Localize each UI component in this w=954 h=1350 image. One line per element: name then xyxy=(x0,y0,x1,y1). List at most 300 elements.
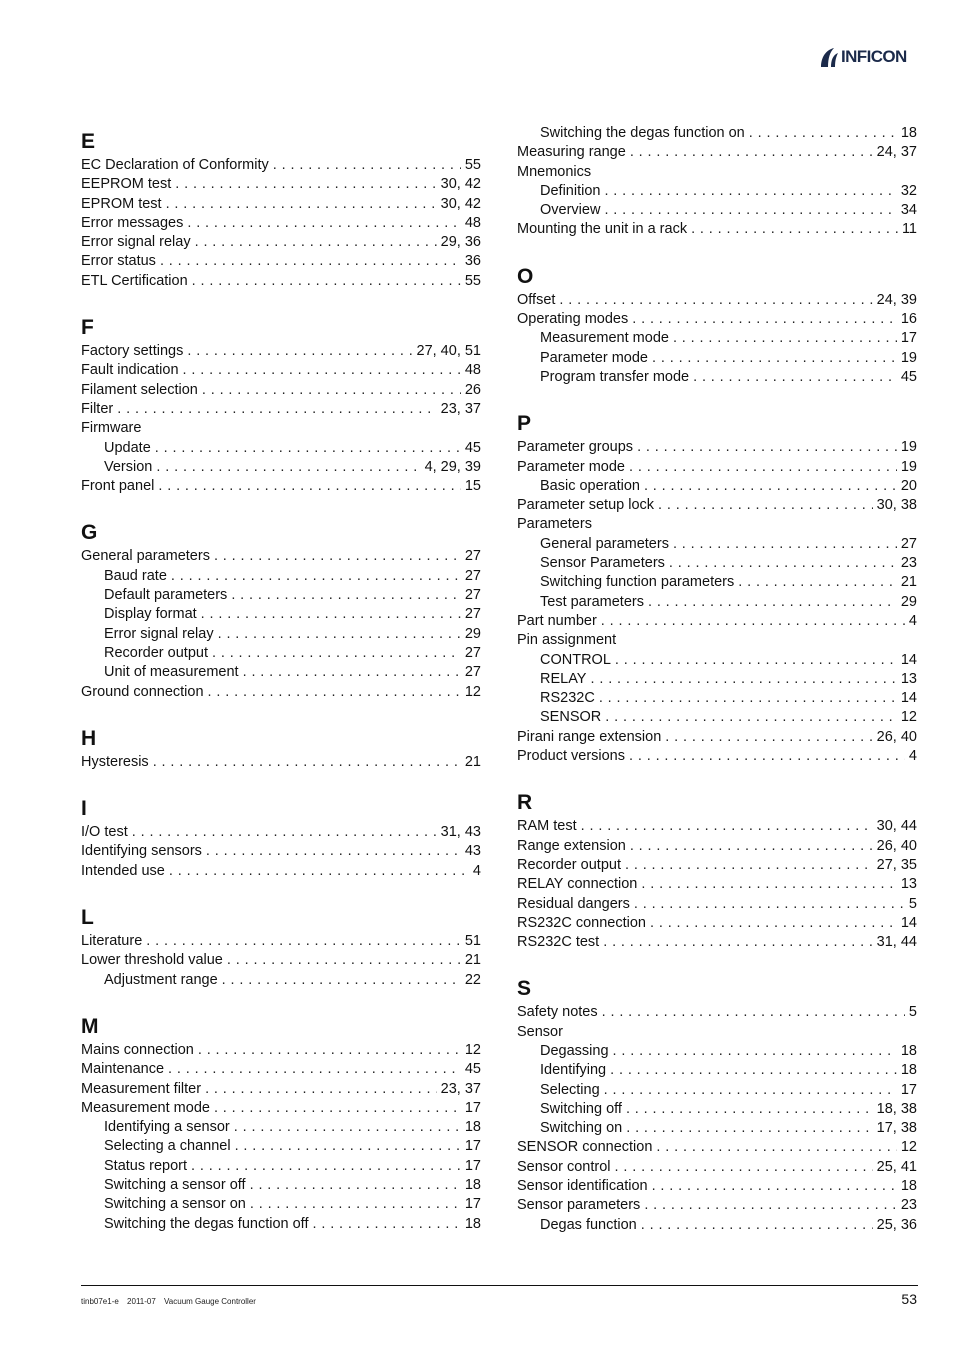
index-term: Safety notes xyxy=(517,1004,598,1021)
dot-leader xyxy=(626,1119,872,1138)
index-term: Maintenance xyxy=(81,1061,165,1078)
index-term: Baud rate xyxy=(104,567,167,584)
index-term: Switching a sensor on xyxy=(104,1196,246,1213)
index-term: Overview xyxy=(540,202,601,219)
dot-leader xyxy=(599,689,897,708)
index-entry xyxy=(81,214,481,233)
index-subentry xyxy=(517,349,917,368)
index-term: Identifying sensors xyxy=(81,843,202,860)
index-entry xyxy=(81,1099,481,1118)
section-gap xyxy=(517,387,917,406)
index-subentry xyxy=(81,625,481,644)
dot-leader xyxy=(641,1216,873,1235)
page-reference: 17 xyxy=(900,1081,917,1098)
index-subentry xyxy=(517,554,917,573)
index-entry xyxy=(517,438,917,457)
dot-leader xyxy=(171,567,461,586)
page-reference: 12 xyxy=(464,1041,481,1058)
page-reference: 19 xyxy=(900,458,917,475)
dot-leader xyxy=(175,175,436,194)
dot-leader xyxy=(191,1157,461,1176)
dot-leader xyxy=(634,895,905,914)
index-term: Sensor Parameters xyxy=(540,555,665,572)
page-reference: 5 xyxy=(908,895,917,912)
index-entry xyxy=(81,252,481,271)
index-letter-heading: R xyxy=(517,791,533,815)
index-subentry xyxy=(517,201,917,220)
index-entry xyxy=(517,728,917,747)
page-reference: 55 xyxy=(464,272,481,289)
index-term: Definition xyxy=(540,182,601,199)
page-reference: 13 xyxy=(900,876,917,893)
index-letter-heading: S xyxy=(517,977,532,1001)
page-reference: 21 xyxy=(900,574,917,591)
dot-leader xyxy=(648,593,897,612)
index-letter-heading: P xyxy=(517,412,532,436)
page-reference: 30, 42 xyxy=(440,195,481,212)
index-entry xyxy=(81,195,481,214)
index-subentry xyxy=(517,124,917,143)
index-entry xyxy=(81,477,481,496)
index-letter-heading: L xyxy=(81,906,94,930)
index-term: RELAY connection xyxy=(517,876,638,893)
index-term: I/O test xyxy=(81,824,128,841)
index-subentry xyxy=(517,1081,917,1100)
section-gap xyxy=(517,240,917,259)
index-subentry xyxy=(517,477,917,496)
dot-leader xyxy=(673,329,897,348)
dot-leader xyxy=(625,856,873,875)
index-term: Pirani range extension xyxy=(517,728,662,745)
index-term: Lower threshold value xyxy=(81,952,223,969)
index-subentry xyxy=(81,567,481,586)
page-reference: 51 xyxy=(464,933,481,950)
page-reference: 4 xyxy=(908,748,917,765)
index-term: Basic operation xyxy=(540,477,640,494)
footer-doc-id: tinb07e1-e xyxy=(81,1297,119,1306)
index-entry xyxy=(517,895,917,914)
dot-leader xyxy=(312,1215,460,1234)
index-term: Mains connection xyxy=(81,1041,194,1058)
index-term: Measuring range xyxy=(517,144,626,161)
index-letter-heading: F xyxy=(81,316,94,340)
index-entry xyxy=(81,400,481,419)
index-term: Unit of measurement xyxy=(104,664,239,681)
dot-leader xyxy=(629,747,905,766)
dot-leader xyxy=(610,1061,897,1080)
page-reference: 12 xyxy=(900,709,917,726)
page-reference: 21 xyxy=(464,952,481,969)
page-reference: 4 xyxy=(472,862,481,879)
dot-leader xyxy=(652,1177,897,1196)
index-letter-heading: M xyxy=(81,1014,99,1038)
index-term: Parameter mode xyxy=(540,349,648,366)
page-reference: 31, 44 xyxy=(876,934,917,951)
index-term: Version xyxy=(104,458,153,475)
page-reference: 27 xyxy=(464,644,481,661)
index-entry xyxy=(517,1003,917,1022)
page-reference: 13 xyxy=(900,670,917,687)
index-term: Hysteresis xyxy=(81,753,149,770)
index-subentry xyxy=(81,586,481,605)
dot-leader xyxy=(632,310,897,329)
dot-leader xyxy=(187,214,461,233)
index-term: Switching the degas function off xyxy=(104,1215,309,1232)
index-term: RS232C test xyxy=(517,934,600,951)
dot-leader xyxy=(227,951,461,970)
index-entry xyxy=(517,458,917,477)
index-term: Filament selection xyxy=(81,381,198,398)
index-term: Ground connection xyxy=(81,683,204,700)
index-entry xyxy=(517,291,917,310)
page-reference: 19 xyxy=(900,439,917,456)
index-term: Identifying xyxy=(540,1062,607,1079)
index-entry xyxy=(517,875,917,894)
dot-leader xyxy=(644,1196,897,1215)
dot-leader xyxy=(250,1176,461,1195)
dot-leader xyxy=(629,458,897,477)
index-term: Offset xyxy=(517,291,556,308)
dot-leader xyxy=(738,573,897,592)
page-reference: 48 xyxy=(464,214,481,231)
index-term: Measurement filter xyxy=(81,1080,202,1097)
index-term: Degas function xyxy=(540,1216,637,1233)
index-subentry xyxy=(517,182,917,201)
page-reference: 48 xyxy=(464,362,481,379)
index-subentry xyxy=(517,670,917,689)
dot-leader xyxy=(206,842,461,861)
index-term: Switching function parameters xyxy=(540,574,735,591)
index-subentry xyxy=(517,689,917,708)
page-reference: 14 xyxy=(900,914,917,931)
index-subentry xyxy=(517,1100,917,1119)
index-term: Measurement mode xyxy=(540,330,669,347)
dot-leader xyxy=(644,477,897,496)
dot-leader xyxy=(234,1118,461,1137)
dot-leader xyxy=(630,837,873,856)
dot-leader xyxy=(749,124,897,143)
index-term: General parameters xyxy=(540,535,669,552)
page-reference: 18 xyxy=(900,1042,917,1059)
index-term: SENSOR connection xyxy=(517,1139,653,1156)
index-term: Intended use xyxy=(81,862,165,879)
index-entry-group: Firmware xyxy=(81,420,142,437)
page-reference: 23 xyxy=(900,555,917,572)
page-reference: 27, 40, 51 xyxy=(416,343,481,360)
index-term: Display format xyxy=(104,606,197,623)
page-reference: 17 xyxy=(464,1099,481,1116)
index-term: Adjustment range xyxy=(104,971,218,988)
index-entry xyxy=(517,933,917,952)
index-term: EC Declaration of Conformity xyxy=(81,157,269,173)
index-entry xyxy=(517,817,917,836)
section-gap xyxy=(517,952,917,971)
page-reference: 17 xyxy=(900,330,917,347)
index-entry xyxy=(81,361,481,380)
index-letter-heading: I xyxy=(81,797,87,821)
index-term: Switching a sensor off xyxy=(104,1176,246,1193)
dot-leader xyxy=(218,625,461,644)
page-reference: 55 xyxy=(464,157,481,173)
page-reference: 32 xyxy=(900,182,917,199)
page-reference: 20 xyxy=(900,477,917,494)
index-entry xyxy=(81,951,481,970)
dot-leader xyxy=(559,291,872,310)
index-term: EEPROM test xyxy=(81,176,172,193)
dot-leader xyxy=(243,663,461,682)
index-subentry xyxy=(81,605,481,624)
dot-leader xyxy=(132,823,437,842)
page-reference: 25, 41 xyxy=(876,1158,917,1175)
dot-leader xyxy=(212,644,461,663)
page-reference: 4 xyxy=(908,612,917,629)
index-entry xyxy=(81,1041,481,1060)
index-entry xyxy=(517,310,917,329)
index-entry xyxy=(81,823,481,842)
index-column-left xyxy=(81,124,481,1234)
index-entry xyxy=(81,233,481,252)
dot-leader xyxy=(673,535,897,554)
page-reference: 17 xyxy=(464,1196,481,1213)
index-entry xyxy=(81,1060,481,1079)
dot-leader xyxy=(601,612,905,631)
index-column-right xyxy=(517,124,917,1235)
page-reference: 23 xyxy=(900,1197,917,1214)
page-reference: 18 xyxy=(464,1119,481,1136)
index-entry xyxy=(81,1080,481,1099)
footer-divider xyxy=(81,1285,918,1286)
index-subentry xyxy=(517,368,917,387)
page-reference: 18 xyxy=(464,1176,481,1193)
page-reference: 30, 38 xyxy=(876,497,917,514)
index-entry xyxy=(517,914,917,933)
page-reference: 22 xyxy=(464,971,481,988)
dot-leader xyxy=(208,683,461,702)
index-entry xyxy=(81,753,481,772)
dot-leader xyxy=(222,971,461,990)
page-number: 53 xyxy=(901,1291,917,1307)
inficon-logo-icon xyxy=(818,45,840,69)
index-letter-heading: E xyxy=(81,130,96,153)
page-reference: 11 xyxy=(901,221,917,238)
index-term: Update xyxy=(104,439,151,456)
page-reference: 36 xyxy=(464,253,481,270)
page-reference: 18 xyxy=(900,125,917,141)
dot-leader xyxy=(602,1003,905,1022)
index-term: Sensor identification xyxy=(517,1178,648,1195)
dot-leader xyxy=(603,933,872,952)
dot-leader xyxy=(158,477,461,496)
page-reference: 17, 38 xyxy=(876,1120,917,1137)
index-term: Error status xyxy=(81,253,156,270)
index-subentry xyxy=(81,644,481,663)
index-subentry xyxy=(81,1215,481,1234)
section-gap xyxy=(81,291,481,310)
index-term: Fault indication xyxy=(81,362,179,379)
dot-leader xyxy=(630,143,873,162)
dot-leader xyxy=(604,182,896,201)
index-term: Switching on xyxy=(540,1120,623,1137)
page-reference: 4, 29, 39 xyxy=(424,458,481,475)
dot-leader xyxy=(650,914,897,933)
index-term: Program transfer mode xyxy=(540,368,690,385)
index-term: Literature xyxy=(81,933,143,950)
index-entry xyxy=(81,381,481,400)
index-entry xyxy=(517,747,917,766)
dot-leader xyxy=(214,1099,461,1118)
index-subentry xyxy=(81,1137,481,1156)
section-gap xyxy=(81,496,481,515)
page-reference: 26, 40 xyxy=(876,837,917,854)
index-term: Parameter setup lock xyxy=(517,497,655,514)
footer-title: Vacuum Gauge Controller xyxy=(164,1297,256,1306)
page-reference: 17 xyxy=(464,1138,481,1155)
dot-leader xyxy=(590,670,896,689)
page-reference: 27 xyxy=(464,548,481,565)
section-gap xyxy=(517,766,917,785)
index-entry-group: Parameters xyxy=(517,516,592,533)
index-entry xyxy=(517,1177,917,1196)
page-reference: 18, 38 xyxy=(876,1100,917,1117)
dot-leader xyxy=(613,1042,897,1061)
dot-leader xyxy=(658,496,873,515)
page-reference: 31, 43 xyxy=(440,824,481,841)
dot-leader xyxy=(201,605,461,624)
index-term: RAM test xyxy=(517,818,577,835)
page-reference: 12 xyxy=(464,683,481,700)
index-entry xyxy=(517,612,917,631)
index-subentry xyxy=(517,329,917,348)
page-reference: 26 xyxy=(464,381,481,398)
index-subentry xyxy=(517,708,917,727)
index-subentry xyxy=(81,439,481,458)
dot-leader xyxy=(235,1137,461,1156)
index-entry xyxy=(517,837,917,856)
index-entry-group: Mnemonics xyxy=(517,163,592,180)
index-entry xyxy=(81,342,481,361)
index-term: Sensor parameters xyxy=(517,1197,641,1214)
page-reference: 27 xyxy=(464,587,481,604)
index-term: EPROM test xyxy=(81,195,162,212)
index-term: Default parameters xyxy=(104,587,228,604)
index-entry xyxy=(517,143,917,162)
dot-leader xyxy=(198,1041,461,1060)
index-term: Product versions xyxy=(517,748,625,765)
index-term: Error signal relay xyxy=(104,625,214,642)
dot-leader xyxy=(183,361,461,380)
index-term: Part number xyxy=(517,612,597,629)
section-gap xyxy=(81,702,481,721)
page-reference: 34 xyxy=(900,202,917,219)
index-subentry xyxy=(517,593,917,612)
dot-leader xyxy=(605,708,897,727)
page-reference: 18 xyxy=(464,1215,481,1232)
page-reference: 24, 37 xyxy=(876,144,917,161)
page-reference: 24, 39 xyxy=(876,291,917,308)
page-reference: 29 xyxy=(900,593,917,610)
page-reference: 18 xyxy=(900,1178,917,1195)
index-entry xyxy=(517,1138,917,1157)
index-entry xyxy=(81,842,481,861)
page-reference: 29, 36 xyxy=(440,234,481,251)
index-term: RELAY xyxy=(540,670,587,687)
index-entry xyxy=(517,496,917,515)
index-entry xyxy=(81,272,481,291)
index-term: Sensor control xyxy=(517,1158,611,1175)
index-subentry xyxy=(81,1195,481,1214)
index-term: Measurement mode xyxy=(81,1099,210,1116)
index-subentry xyxy=(517,573,917,592)
dot-leader xyxy=(626,1100,873,1119)
dot-leader xyxy=(691,220,898,239)
page-reference: 45 xyxy=(464,439,481,456)
index-entry xyxy=(81,175,481,194)
dot-leader xyxy=(669,554,897,573)
index-term: Identifying a sensor xyxy=(104,1119,230,1136)
dot-leader xyxy=(273,156,461,175)
index-entry xyxy=(517,1158,917,1177)
index-term: Recorder output xyxy=(517,856,621,873)
index-entry xyxy=(517,856,917,875)
page-reference: 25, 36 xyxy=(876,1216,917,1233)
dot-leader xyxy=(192,272,461,291)
index-term: Filter xyxy=(81,400,114,417)
dot-leader xyxy=(205,1080,437,1099)
index-term: Parameter groups xyxy=(517,439,634,456)
page-reference: 15 xyxy=(464,478,481,495)
index-subentry xyxy=(517,1042,917,1061)
page-reference: 12 xyxy=(900,1139,917,1156)
dot-leader xyxy=(117,400,436,419)
page-reference: 14 xyxy=(900,690,917,707)
dot-leader xyxy=(656,1138,896,1157)
dot-leader xyxy=(604,1081,897,1100)
index-subentry xyxy=(81,663,481,682)
page-reference: 19 xyxy=(900,349,917,366)
index-term: Status report xyxy=(104,1157,188,1174)
index-term: ETL Certification xyxy=(81,272,188,289)
index-term: Switching the degas function on xyxy=(540,125,745,141)
index-subentry xyxy=(81,1157,481,1176)
index-term: Recorder output xyxy=(104,644,208,661)
dot-leader xyxy=(160,252,461,271)
dot-leader xyxy=(155,439,461,458)
index-subentry xyxy=(81,1176,481,1195)
page-reference: 26, 40 xyxy=(876,728,917,745)
index-letter-heading: G xyxy=(81,521,98,545)
index-subentry xyxy=(517,535,917,554)
dot-leader xyxy=(581,817,873,836)
page-reference: 21 xyxy=(464,753,481,770)
dot-leader xyxy=(156,458,420,477)
index-entry xyxy=(81,547,481,566)
dot-leader xyxy=(250,1195,461,1214)
index-term: RS232C xyxy=(540,690,595,707)
page-reference: 18 xyxy=(900,1062,917,1079)
page-reference: 27 xyxy=(464,664,481,681)
index-term: Selecting xyxy=(540,1081,600,1098)
dot-leader xyxy=(187,342,412,361)
dot-leader xyxy=(168,1060,461,1079)
section-gap xyxy=(81,772,481,791)
dot-leader xyxy=(195,233,437,252)
page-reference: 45 xyxy=(900,368,917,385)
dot-leader xyxy=(169,862,469,881)
index-term: Front panel xyxy=(81,478,155,495)
page-reference: 5 xyxy=(908,1004,917,1021)
page-reference: 27, 35 xyxy=(876,856,917,873)
page-reference: 23, 37 xyxy=(440,400,481,417)
